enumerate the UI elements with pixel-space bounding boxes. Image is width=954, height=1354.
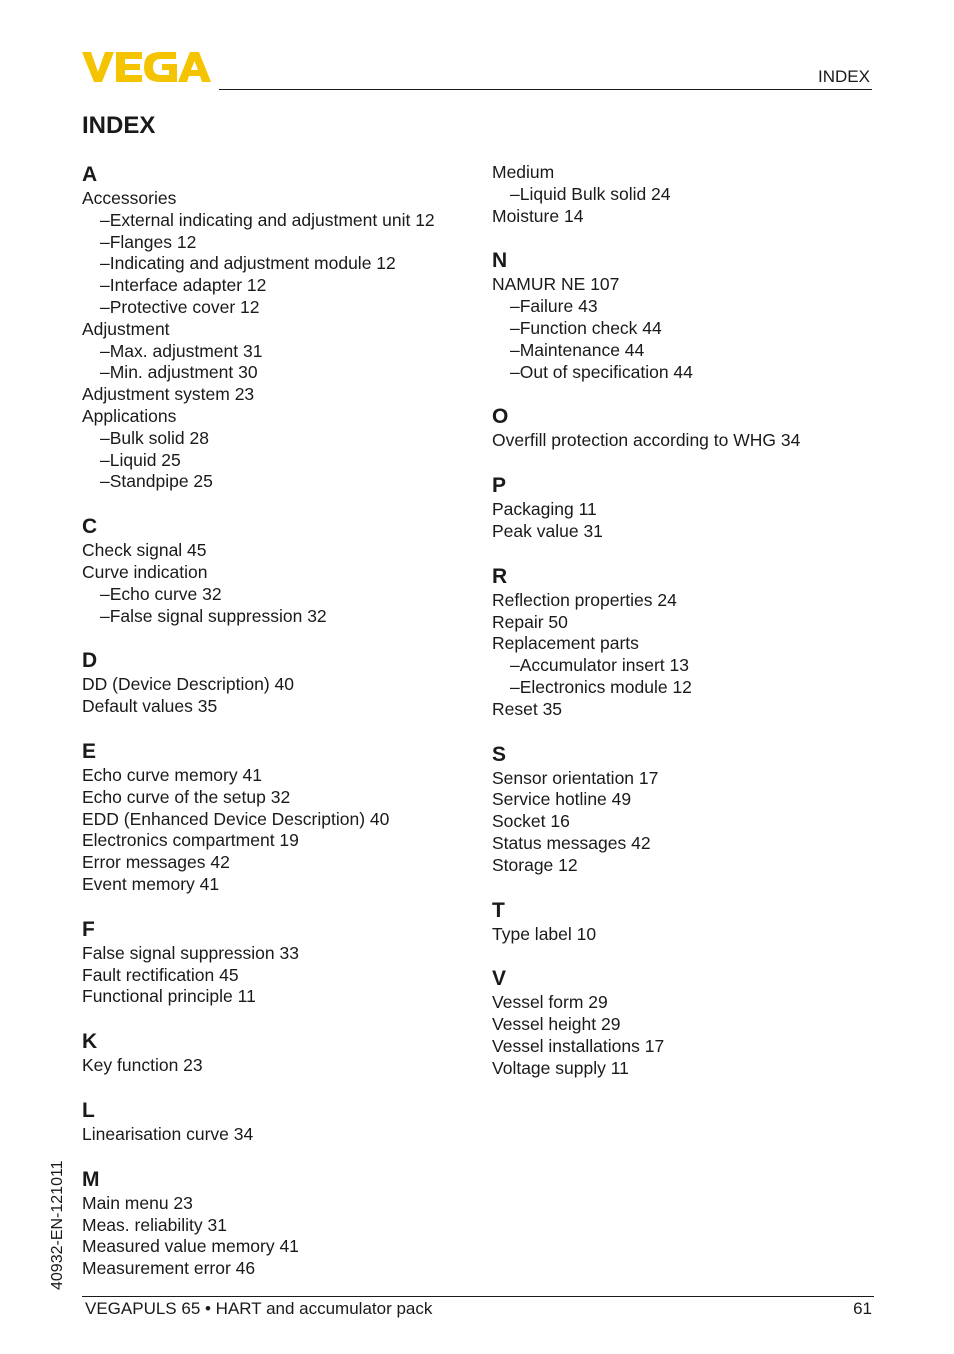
index-entry: Repair 50 [492,611,568,632]
subentry-dash: – [100,362,110,383]
subentry-dash: – [100,583,110,604]
index-entry: Linearisation curve 34 [82,1123,254,1144]
index-subentry [492,184,882,206]
index-subentry [492,296,882,318]
index-subentry [492,655,882,677]
index-entry: Medium [492,162,555,182]
index-subentry [82,362,472,384]
index-letter-heading: K [82,1030,98,1054]
index-entry: Measured value memory 41 [82,1236,299,1257]
index-entry: Socket 16 [492,811,570,832]
index-subentry-text: Interface adapter 12 [109,275,267,296]
index-entry: Curve indication [82,561,208,582]
index-subentry [82,584,472,606]
index-letter-heading: C [82,515,98,539]
index-letter-heading: M [82,1167,100,1191]
index-entry: Packaging 11 [492,499,597,520]
index-entry: Event memory 41 [82,873,220,894]
index-letter-heading: P [492,474,507,498]
index-entry: Echo curve memory 41 [82,764,262,785]
index-letter-heading: E [82,739,97,763]
index-entry: Voltage supply 11 [492,1057,629,1078]
index-section [492,564,882,721]
index-letter-heading: O [492,405,509,429]
index-subentry [82,450,472,472]
index-letter-heading: V [492,967,507,991]
index-entry: Default values 35 [82,696,218,717]
index-entry: Measurement error 46 [82,1258,256,1279]
index-entry: Overfill protection according to WHG 34 [492,430,801,451]
document-code: 40932-EN-121011 [49,1160,66,1290]
index-subentry-text: Bulk solid 28 [109,427,209,448]
index-entry: Accessories [82,188,177,208]
index-subentry [82,232,472,254]
index-subentry [82,341,472,363]
index-section [492,966,882,1079]
index-entry: DD (Device Description) 40 [82,674,295,695]
index-subentry [492,340,882,362]
index-entry: Key function 23 [82,1055,203,1076]
index-entry: Status messages 42 [492,832,651,853]
subentry-dash: – [100,449,110,470]
index-entry: Meas. reliability 31 [82,1214,227,1235]
index-entry: Storage 12 [492,854,578,875]
index-subentry [492,677,882,699]
index-entry: Adjustment [82,318,170,339]
index-entry: Reflection properties 24 [492,589,677,610]
index-section [82,162,472,493]
index-column-right [492,162,882,1101]
footer-page-number: 61 [853,1299,872,1318]
vega-logo [82,50,212,84]
index-entry: Type label 10 [492,923,597,944]
index-subentry [82,253,472,275]
index-section [492,742,882,877]
index-subentry-text: Liquid 25 [109,449,181,470]
index-entry: Error messages 42 [82,852,230,873]
index-entry: Moisture 14 [492,205,584,226]
index-section [82,1029,472,1077]
index-entry: Main menu 23 [82,1192,193,1213]
header-section-label: INDEX [818,67,870,86]
index-entry: Functional principle 11 [82,986,256,1007]
index-subentry-text: Function check 44 [519,317,662,338]
index-subentry-text: Liquid Bulk solid 24 [519,183,671,204]
subentry-dash: – [100,296,110,317]
index-subentry [492,362,882,384]
index-subentry-text: False signal suppression 32 [109,605,327,626]
index-subentry [82,471,472,493]
subentry-dash: – [100,275,110,296]
index-column-left [82,162,472,1301]
subentry-dash: – [100,605,110,626]
index-entry: False signal suppression 33 [82,942,299,963]
subentry-dash: – [100,209,110,230]
index-section [492,162,882,227]
subentry-dash: – [510,361,520,382]
subentry-dash: – [100,231,110,252]
subentry-dash: – [510,339,520,360]
index-entry: Vessel form 29 [492,992,608,1013]
footer-rule [82,1296,874,1297]
index-section [492,898,882,946]
index-entry: Electronics compartment 19 [82,830,299,851]
subentry-dash: – [100,471,110,492]
index-entry: Replacement parts [492,633,639,654]
index-entry: Adjustment system 23 [82,384,255,405]
index-letter-heading: A [82,163,98,186]
index-subentry [82,297,472,319]
index-section [492,404,882,452]
footer-document-title: VEGAPULS 65 • HART and accumulator pack [85,1299,433,1318]
index-subentry [82,606,472,628]
index-subentry [82,210,472,232]
index-entry: Applications [82,405,177,426]
header-rule [219,89,872,90]
index-letter-heading: N [492,249,508,273]
index-subentry [492,318,882,340]
index-entry: NAMUR NE 107 [492,274,620,295]
index-subentry-text: Max. adjustment 31 [109,340,263,361]
index-subentry-text: Flanges 12 [109,231,197,252]
index-subentry-text: Protective cover 12 [109,296,260,317]
index-entry: Vessel installations 17 [492,1035,665,1056]
index-subentry-text: Failure 43 [519,296,598,317]
subentry-dash: – [510,296,520,317]
index-letter-heading: D [82,649,98,673]
index-entry: EDD (Enhanced Device Description) 40 [82,808,390,829]
subentry-dash: – [100,427,110,448]
subentry-dash: – [100,340,110,361]
index-section [82,917,472,1008]
index-section [82,1167,472,1280]
subentry-dash: – [100,253,110,274]
index-section [82,1098,472,1146]
index-entry: Fault rectification 45 [82,964,239,985]
index-subentry-text: Standpipe 25 [109,471,213,492]
index-entry: Sensor orientation 17 [492,767,659,788]
index-letter-heading: R [492,564,508,588]
index-subentry [82,428,472,450]
index-section [82,648,472,718]
index-section [492,248,882,383]
page-title: INDEX [82,112,156,139]
index-section [492,473,882,543]
subentry-dash: – [510,655,520,676]
index-letter-heading: S [492,742,507,766]
index-subentry-text: Accumulator insert 13 [519,655,689,676]
index-subentry [82,275,472,297]
index-entry: Service hotline 49 [492,789,632,810]
index-subentry-text: External indicating and adjustment unit 12 [109,209,435,230]
index-subentry-text: Indicating and adjustment module 12 [109,253,396,274]
subentry-dash: – [510,317,520,338]
index-entry: Peak value 31 [492,520,603,541]
subentry-dash: – [510,183,520,204]
index-entry: Reset 35 [492,698,563,719]
index-section [82,514,472,627]
index-letter-heading: T [492,898,505,922]
index-subentry-text: Maintenance 44 [519,339,645,360]
index-entry: Echo curve of the setup 32 [82,786,291,807]
index-subentry-text: Min. adjustment 30 [109,362,258,383]
index-subentry-text: Echo curve 32 [109,583,222,604]
index-section [82,739,472,896]
index-entry: Vessel height 29 [492,1014,621,1035]
index-subentry-text: Electronics module 12 [519,676,692,697]
subentry-dash: – [510,676,520,697]
index-letter-heading: L [82,1098,95,1122]
index-letter-heading: F [82,917,95,941]
index-entry: Check signal 45 [82,540,207,561]
index-subentry-text: Out of specification 44 [519,361,693,382]
